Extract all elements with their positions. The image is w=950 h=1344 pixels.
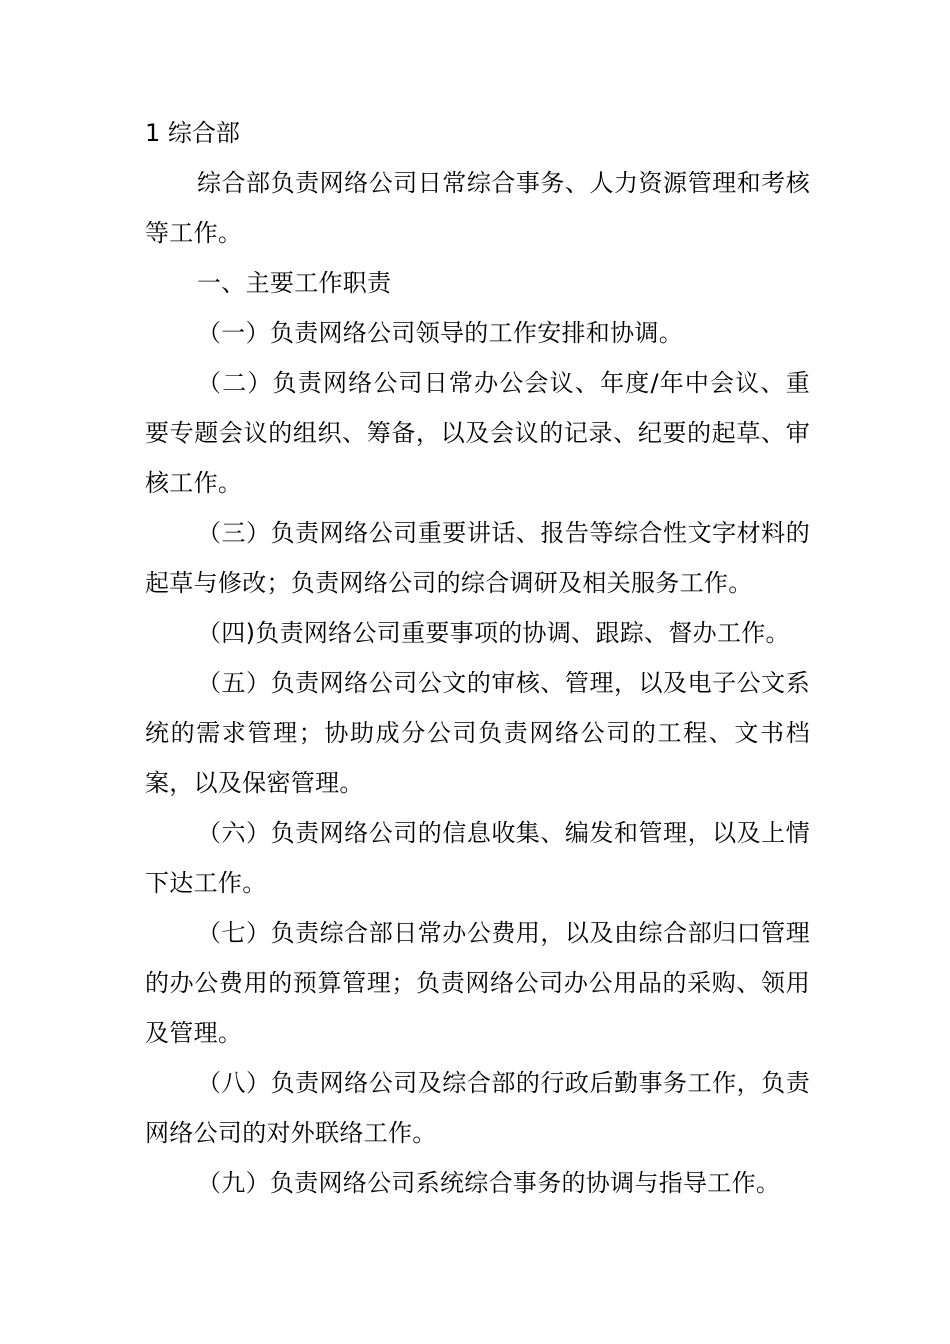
duty-item-8: （八）负责网络公司及综合部的行政后勤事务工作，负责网络公司的对外联络工作。	[145, 1069, 810, 1147]
document-body	[145, 158, 810, 1208]
duty-item-5: （五）负责网络公司公文的审核、管理，以及电子公文系统的需求管理；协助成分公司负责网络公司的工程、文书档案，以及保密管理。	[145, 669, 810, 797]
duty-item-1: （一）负责网络公司领导的工作安排和协调。	[197, 319, 683, 347]
duty-item-7: （七）负责综合部日常办公费用，以及由综合部归口管理的办公费用的预算管理；负责网络公司办公用品的采购、领用及管理。	[145, 919, 810, 1047]
duty-item-2: （二）负责网络公司日常办公会议、年度/年中会议、重要专题会议的组织、筹备，以及会议的记录、纪要的起草、审核工作。	[145, 369, 810, 497]
duty-item-6: （六）负责网络公司的信息收集、编发和管理，以及上情下达工作。	[145, 819, 810, 897]
duty-item-9: （九）负责网络公司系统综合事务的协调与指导工作。	[197, 1169, 781, 1197]
duty-item-4: （四)负责网络公司重要事项的协调、跟踪、督办工作。	[197, 619, 790, 647]
section-title: 一、主要工作职责	[197, 269, 392, 297]
duty-item-3: （三）负责网络公司重要讲话、报告等综合性文字材料的起草与修改；负责网络公司的综合调研及相关服务工作。	[145, 519, 810, 597]
department-heading: 1 综合部	[145, 119, 240, 147]
intro-paragraph: 综合部负责网络公司日常综合事务、人力资源管理和考核等工作。	[145, 169, 810, 247]
